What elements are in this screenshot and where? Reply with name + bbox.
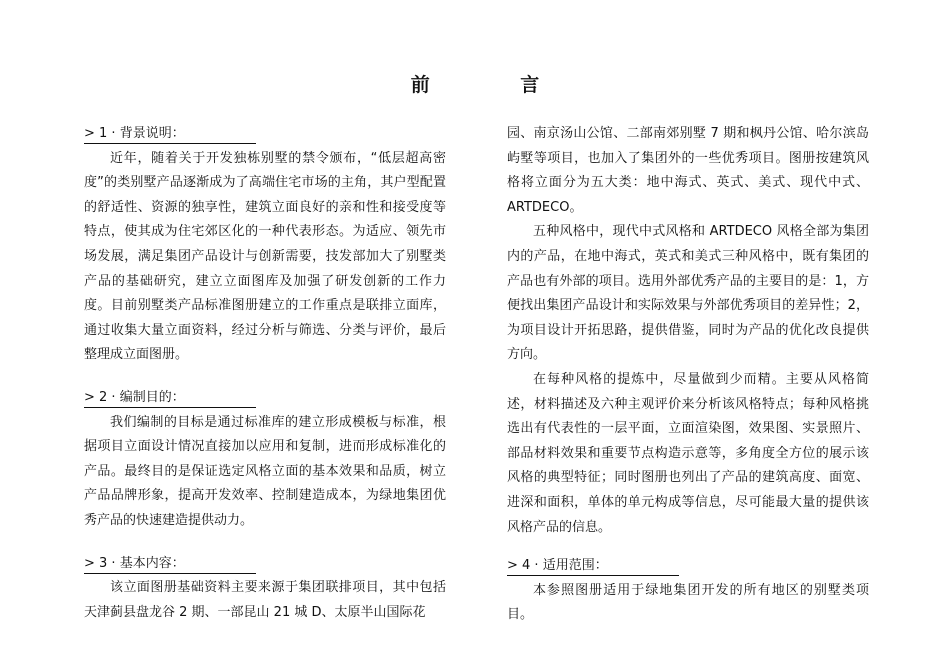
background-paragraph: 近年，随着关于开发独栋别墅的禁令颁布，“低层超高密度”的类别墅产品逐渐成为了高端住宅市场的主角，其户型配置的舒适性、资源的独享性，建筑立面良好的亲和性和接受度等特点，使其成为住宅郊区化的一种代表形态。为适应、领先市场发展，满足集团产品设计与创新需要，技发部加大了别墅类产品的基础研究，建立立面图库及加强了研发创新的工作力度。目前别墅类产品标准图册建立的工作重点是联排立面库，通过收集大量立面资料，经过分析与筛选、分类与评价，最后整理成立面图册。 — [84, 150, 446, 363]
left-column — [84, 122, 446, 625]
content-paragraph-3: 在每种风格的提炼中，尽量做到少而精。主要从风格简述，材料描述及六种主观评价来分析该风格特点；每种风格挑选出有代表性的一层平面，立面渲染图，效果图、实景照片、部品材料效果和重要节点构造示意等，多角度全方位的展示该风格的典型特征；同时图册也列出了产品的建筑高度、面宽、进深和面积，单体的单元构成等信息，尽可能最大量的提供该风格产品的信息。 — [507, 371, 869, 535]
content-paragraph-1: 该立面图册基础资料主要来源于集团联排项目，其中包括天津蓟县盘龙谷 2 期、一部昆山 21 城 D、太原半山国际花 — [84, 580, 446, 620]
section-heading-purpose: > 2 · 编制目的： — [84, 389, 256, 408]
section-heading-content: > 3 · 基本内容： — [84, 555, 256, 574]
content-paragraph-2: 五种风格中，现代中式风格和 ARTDECO 风格全部为集团内的产品，在地中海式，英式和美式三种风格中，既有集团的产品也有外部的项目。选用外部优秀产品的主要目的是：1，方便找出集团产品设计和实际效果与外部优秀项目的差异性；2，为项目设计开拓思路，提供借鉴，同时为产品的优化改良提供方向。 — [507, 224, 869, 363]
right-column — [507, 122, 869, 628]
content-paragraph-1-continued: 园、南京汤山公馆、二部南郊别墅 7 期和枫丹公馆、哈尔滨岛屿墅等项目，也加入了集团外的一些优秀项目。图册按建筑风格将立面分为五大类：地中海式、英式、美式、现代中式、ARTDECO。 — [507, 126, 869, 215]
scope-paragraph: 本参照图册适用于绿地集团开发的所有地区的别墅类项目。 — [507, 582, 869, 623]
section-heading-scope: > 4 · 适用范围： — [507, 557, 679, 576]
purpose-paragraph: 我们编制的目标是通过标准库的建立形成模板与标准，根据项目立面设计情况直接加以应用和复制，进而形成标准化的产品。最终目的是保证选定风格立面的基本效果和品质，树立产品品牌形象，提高开发效率、控制建造成本，为绿地集团优秀产品的快速建造提供动力。 — [84, 414, 446, 528]
section-heading-background: > 1 · 背景说明： — [84, 125, 256, 144]
page-title: 前 言 — [410, 74, 582, 96]
